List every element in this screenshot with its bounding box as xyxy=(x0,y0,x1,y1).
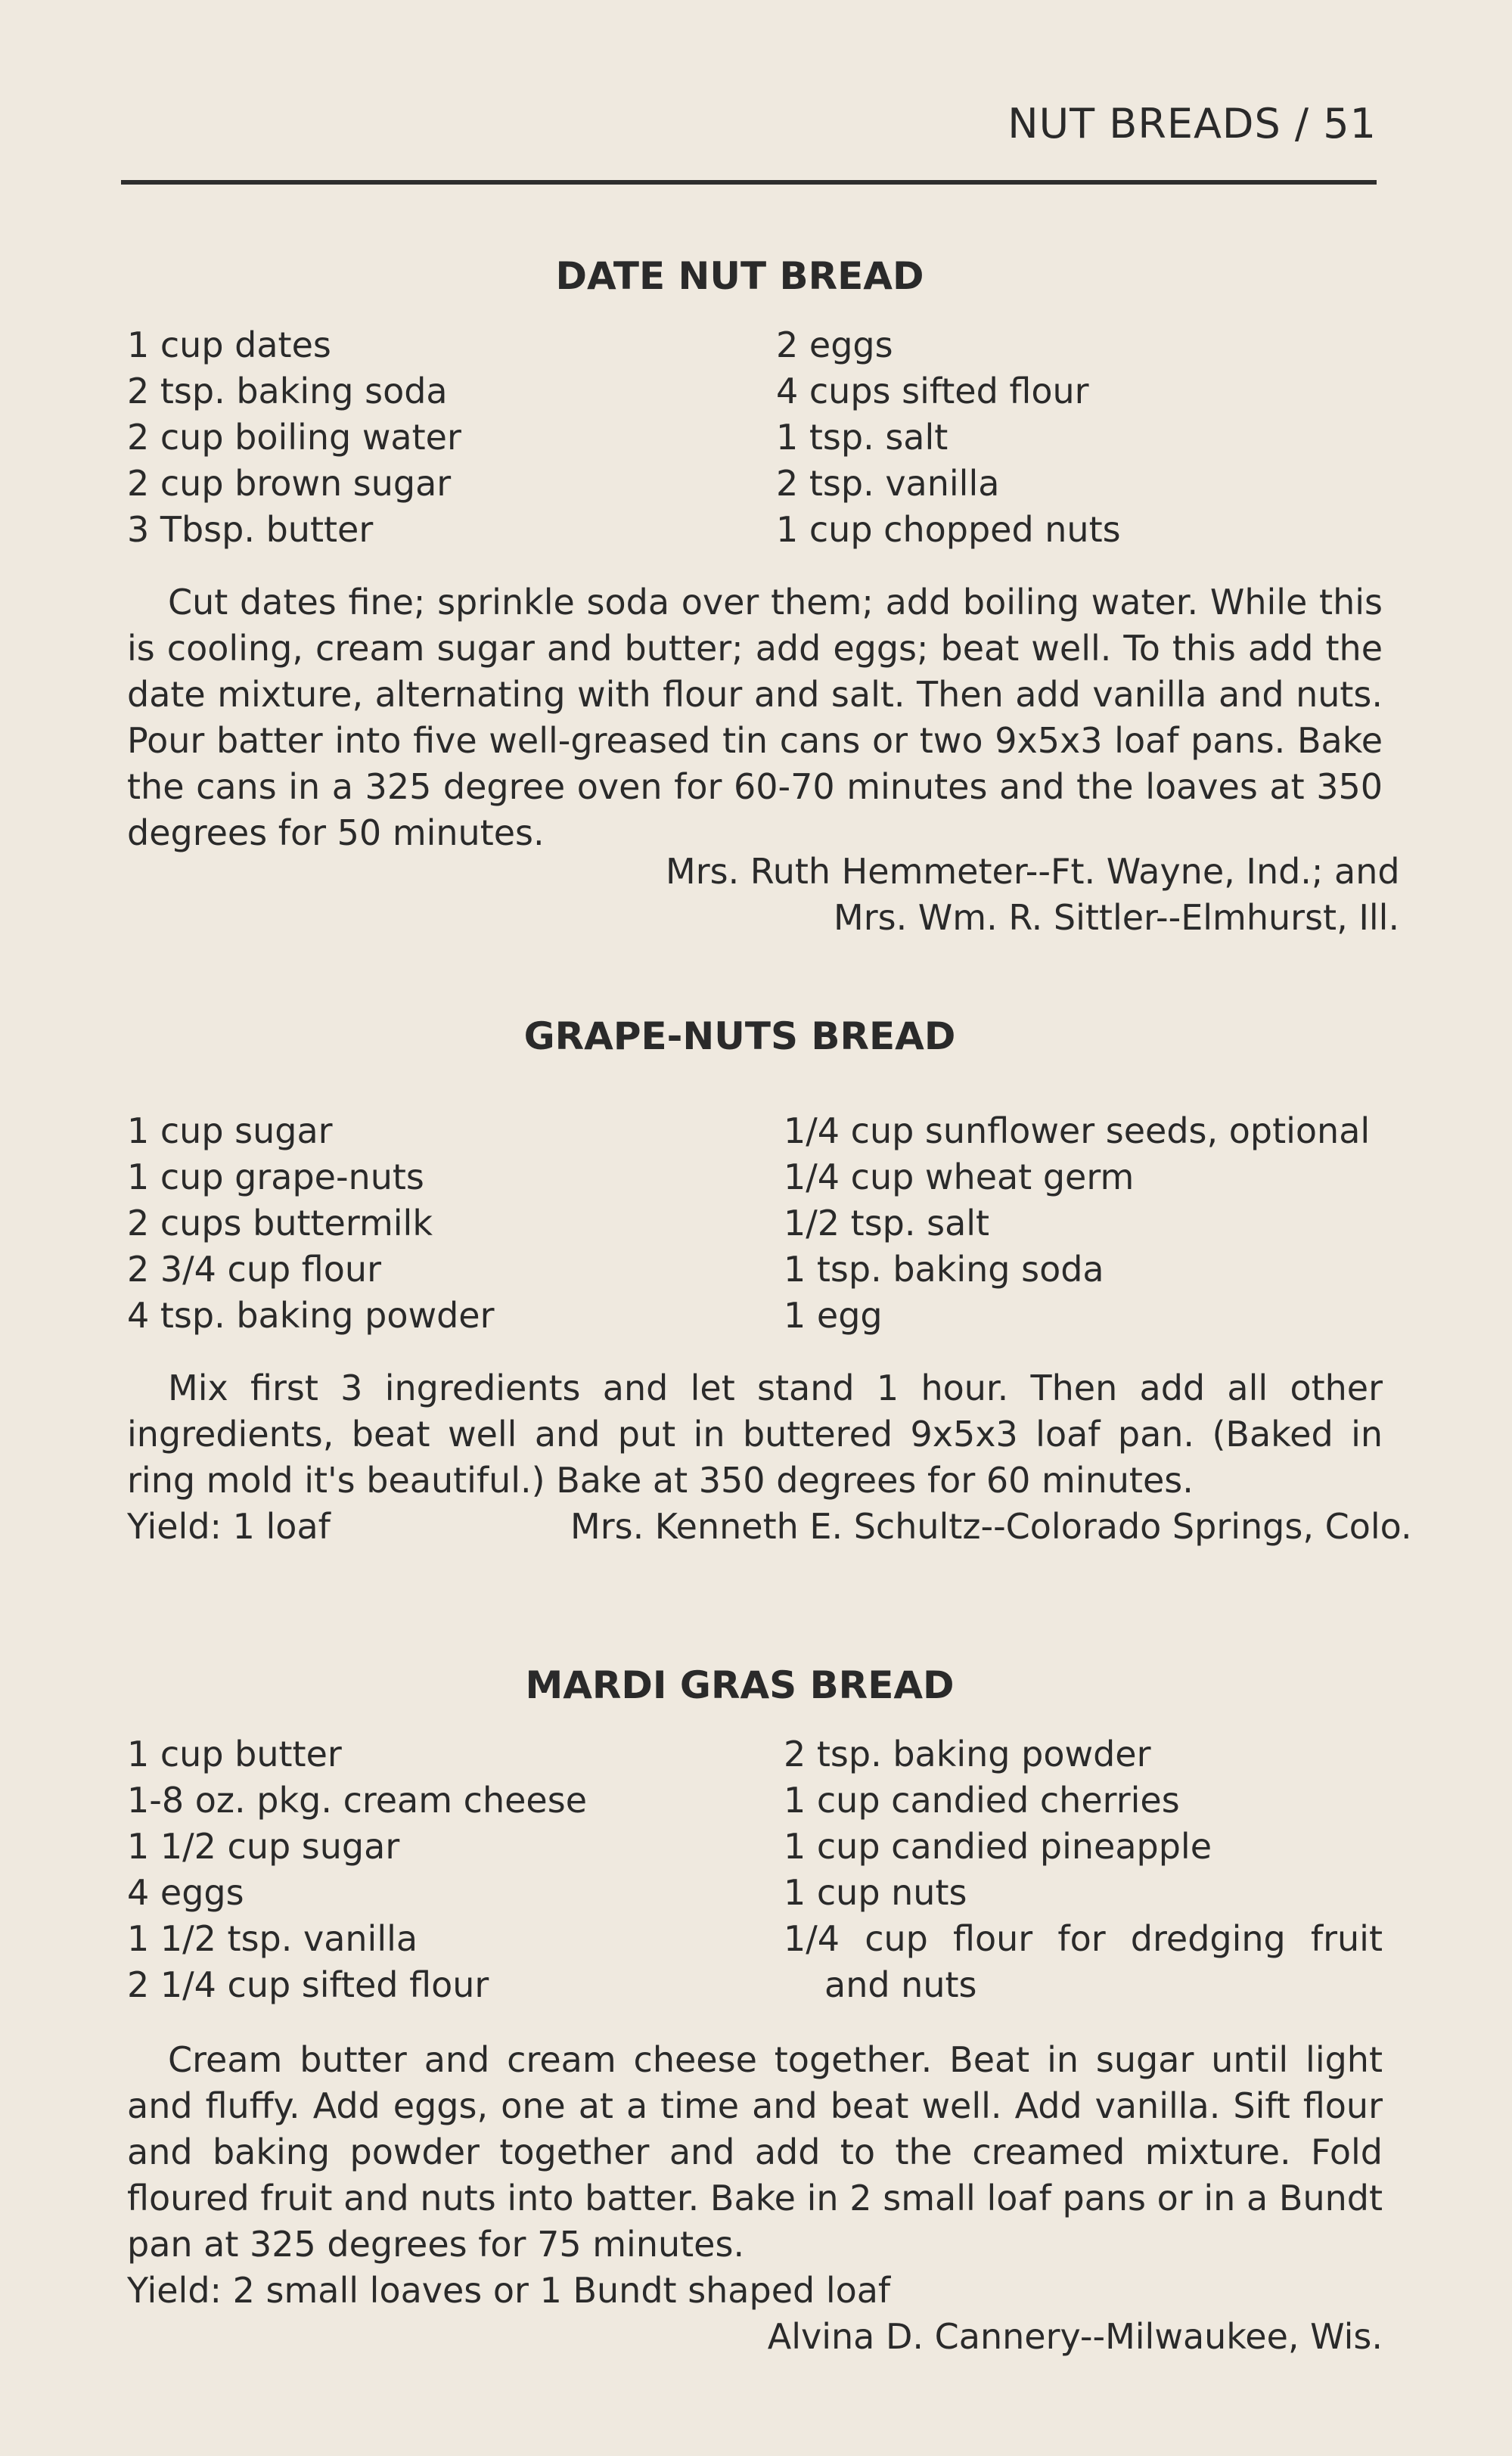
ingredient: 4 tsp. baking powder xyxy=(127,1295,495,1336)
recipe-grape-nuts-bread xyxy=(127,1010,1412,1577)
ingredient: 1 cup grape-nuts xyxy=(127,1157,424,1197)
ingredient-column-left xyxy=(127,1731,587,2008)
recipe-title: GRAPE-NUTS BREAD xyxy=(523,1014,956,1058)
directions-text: Cut dates fine; sprinkle soda over them; add boiling water. While this is cooling, cream sugar and butter; add eggs; beat well. To this add the date mixture, alternating with flour and salt. Then add vanilla and nuts. Pour batter into five well-greased tin cans or two 9x5x3 loaf pans. Bake the cans in a 325 degree oven for 60-70 minutes and the loaves at 350 degrees for 50 minutes. xyxy=(127,582,1383,853)
ingredient: 2 1/4 cup sifted flour xyxy=(127,1964,489,2005)
ingredient: 1 cup candied pineapple xyxy=(784,1826,1212,1867)
ingredient: 2 tsp. baking soda xyxy=(127,371,448,411)
ingredient: 1 tsp. salt xyxy=(776,417,948,458)
recipe-yield: Yield: 1 loaf xyxy=(127,1506,331,1547)
recipe-title: DATE NUT BREAD xyxy=(555,254,924,298)
recipe-title: MARDI GRAS BREAD xyxy=(525,1663,955,1707)
recipe-yield: Yield: 2 small loaves or 1 Bundt shaped loaf xyxy=(127,2270,891,2311)
ingredient: 1 cup nuts xyxy=(784,1872,967,1913)
ingredient: 1 1/2 tsp. vanilla xyxy=(127,1918,418,1959)
recipe-mardi-gras-bread xyxy=(127,1659,1383,2377)
ingredient: 4 cups sifted flour xyxy=(776,371,1089,411)
recipe-directions xyxy=(127,1365,1383,1504)
ingredient: 1 cup dates xyxy=(127,324,331,365)
ingredient: 1 egg xyxy=(784,1295,883,1336)
ingredient: 1 1/2 cup sugar xyxy=(127,1826,400,1867)
ingredient: 1/2 tsp. salt xyxy=(784,1203,990,1244)
ingredient: and nuts xyxy=(824,1964,977,2005)
ingredient-column-left xyxy=(127,1108,495,1339)
ingredient-column-right xyxy=(776,322,1121,553)
recipe-directions xyxy=(127,2037,1383,2268)
ingredient: 1/4 cup wheat germ xyxy=(784,1157,1135,1197)
ingredient: 1 cup butter xyxy=(127,1734,342,1774)
directions-text: Mix first 3 ingredients and let stand 1 hour. Then add all other ingredients, beat well and put in buttered 9x5x3 loaf pan. (Baked in ring mold it's beautiful.) Bake at 350 degrees for 60 minutes. xyxy=(127,1368,1383,1501)
directions-text: Cream butter and cream cheese together. Beat in sugar until light and fluffy. Add eggs, one at a time and beat well. Add vanilla. Sift flour and baking powder together and add to the creamed mixture. Fold floured fruit and nuts into batter. Bake in 2 small loaf pans or in a Bundt pan at 325 degrees for 75 minutes. xyxy=(127,2039,1383,2265)
ingredient-column-left xyxy=(127,322,461,553)
ingredient: 2 tsp. baking powder xyxy=(784,1734,1151,1774)
ingredient: 2 cup boiling water xyxy=(127,417,461,458)
page-header xyxy=(121,91,1377,197)
ingredient: 2 3/4 cup flour xyxy=(127,1249,381,1290)
recipe-date-nut-bread xyxy=(127,250,1400,938)
ingredient: 1 tsp. baking soda xyxy=(784,1249,1104,1290)
ingredient-list xyxy=(127,1731,1383,2019)
ingredient: 1/4 cup flour for dredging fruit xyxy=(784,1918,1383,1959)
running-header: NUT BREADS / 51 xyxy=(1007,100,1377,147)
recipe-credit: Mrs. Wm. R. Sittler--Elmhurst, Ill. xyxy=(834,897,1400,938)
ingredient: 3 Tbsp. butter xyxy=(127,509,374,550)
ingredient: 4 eggs xyxy=(127,1872,244,1913)
ingredient: 1 cup chopped nuts xyxy=(776,509,1121,550)
ingredient: 2 tsp. vanilla xyxy=(776,463,1000,504)
recipe-credit: Alvina D. Cannery--Milwaukee, Wis. xyxy=(767,2316,1383,2357)
ingredient-column-right xyxy=(784,1731,1383,2008)
ingredient: 2 eggs xyxy=(776,324,893,365)
ingredient: 2 cup brown sugar xyxy=(127,463,452,504)
ingredient: 1-8 oz. pkg. cream cheese xyxy=(127,1780,587,1821)
header-rule xyxy=(121,180,1377,185)
ingredient-list xyxy=(127,322,1383,564)
ingredient-column-right xyxy=(784,1108,1370,1339)
recipe-directions xyxy=(127,579,1383,856)
recipe-credit: Mrs. Ruth Hemmeter--Ft. Wayne, Ind.; and xyxy=(666,851,1400,892)
ingredient-list xyxy=(127,1108,1383,1350)
ingredient: 2 cups buttermilk xyxy=(127,1203,433,1244)
ingredient: 1 cup candied cherries xyxy=(784,1780,1180,1821)
ingredient: 1 cup sugar xyxy=(127,1110,333,1151)
recipe-credit: Mrs. Kenneth E. Schultz--Colorado Springs, Colo. xyxy=(570,1506,1412,1547)
ingredient: 1/4 cup sunflower seeds, optional xyxy=(784,1110,1371,1151)
